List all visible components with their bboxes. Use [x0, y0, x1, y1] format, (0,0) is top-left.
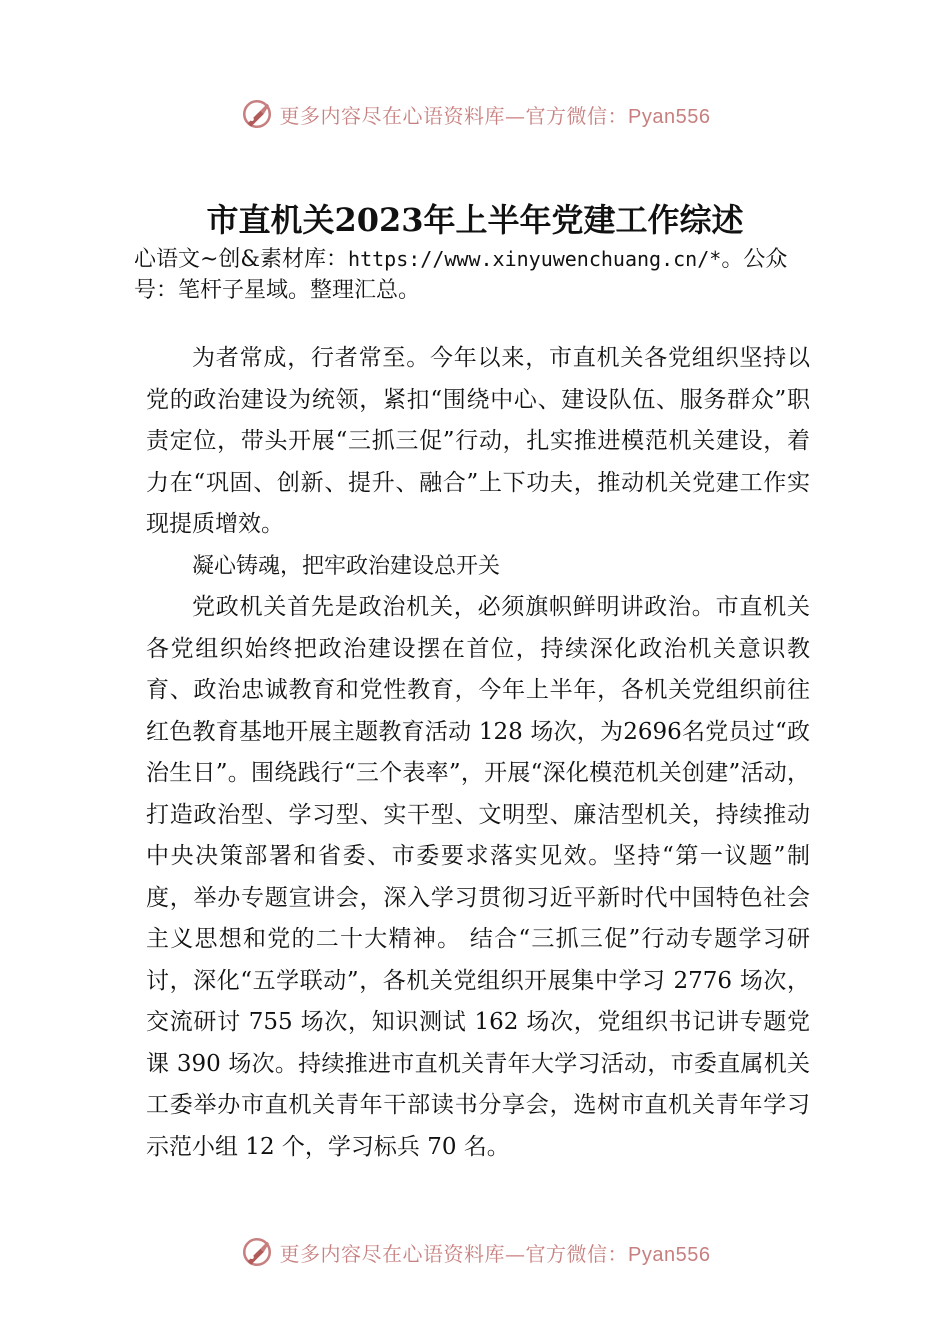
document-body [146, 338, 810, 1168]
watermark-text: 更多内容尽在心语资料库—官方微信：Pyan556 [279, 103, 711, 128]
section-paragraph: 党政机关首先是政治机关，必须旗帜鲜明讲政治。市直机关各党组织始终把政治建设摆在首位，持续深化政治机关意识教育、政治忠诚教育和党性教育，今年上半年，各机关党组织前往红色教育基地开展主题教育活动 128 场次，为2696名党员过“政治生日”。围绕践行“三个表率”，开展“深化模范机关创建”活动，打造政治型、学习型、实干型、文明型、廉洁型机关，持续推动中央决策部署和省委、市委要求落实见效。坚持“第一议题”制度，举办专题宣讲会，深入学习贯彻习近平新时代中国特色社会主义思想和党的二十大精神。 结合“三抓三促”行动专题学习研讨，深化“五学联动”，各机关党组织开展集中学习 2776 场次，交流研讨 755 场次，知识测试 162 场次，党组织书记讲专题党课 390 场次。持续推进市直机关青年大学习活动，市委直属机关工委举办市直机关青年干部读书分享会，选树市直机关青年学习示范小组 12 个，学习标兵 70 名。 [146, 594, 811, 1160]
pen-nib-logo-icon [240, 1235, 274, 1269]
source-suffix: 。公众号：笔杆子星域。整理汇总。 [134, 247, 788, 303]
watermark-text: 更多内容尽在心语资料库—官方微信：Pyan556 [279, 1241, 711, 1266]
source-prefix: 心语文~创&素材库： [134, 247, 349, 272]
wechat-id: Pyan556 [628, 1243, 711, 1266]
source-note [134, 244, 824, 306]
source-url: https://www.xinyuwenchuang.cn/* [348, 247, 722, 271]
pen-nib-logo-icon [240, 97, 274, 131]
header-watermark [0, 92, 950, 136]
footer-watermark [0, 1230, 950, 1274]
intro-paragraph: 为者常成，行者常至。今年以来，市直机关各党组织坚持以党的政治建设为统领，紧扣“围绕中心、建设队伍、服务群众”职责定位，带头开展“三抓三促”行动，扎实推进模范机关建设，着力在“巩固、创新、提升、融合”上下功夫，推动机关党建工作实现提质增效。 [146, 345, 810, 537]
wechat-id: Pyan556 [628, 105, 711, 128]
document-title: 市直机关2023年上半年党建工作综述 [206, 201, 744, 239]
section-heading: 凝心铸魂，把牢政治建设总开关 [192, 553, 501, 579]
